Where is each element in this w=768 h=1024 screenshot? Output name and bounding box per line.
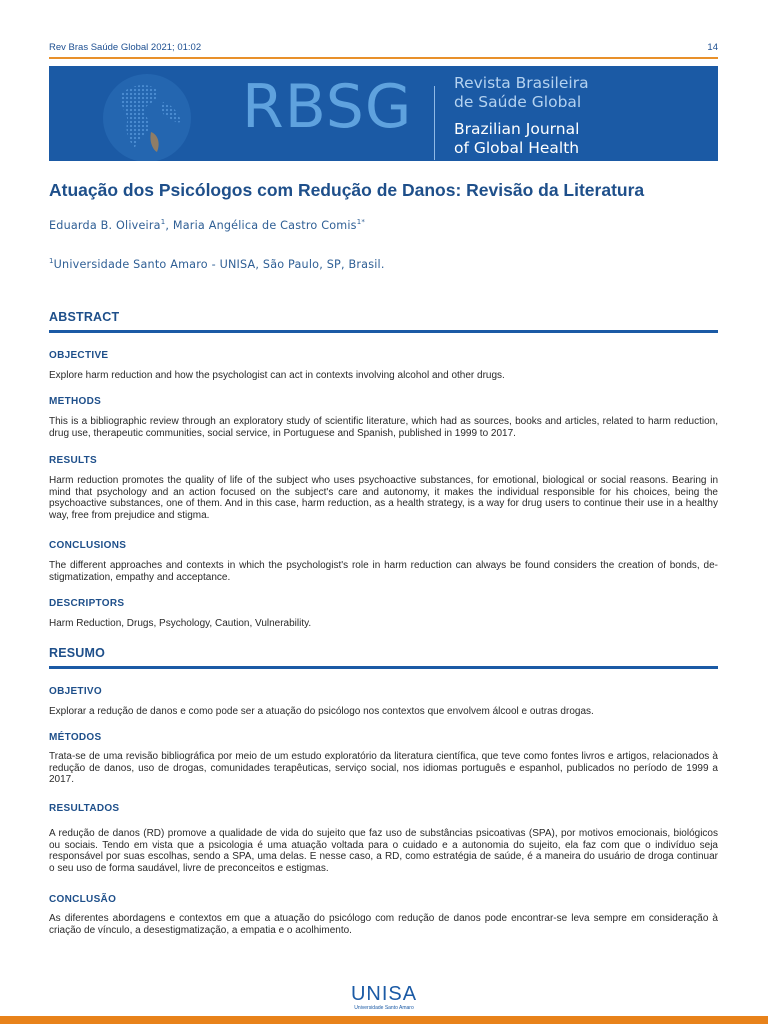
- author-affiliation-mark: 1: [160, 218, 166, 226]
- unisa-logo: [349, 983, 419, 1013]
- metodos-text: Trata-se de uma revisão bibliográfica por meio de um estudo exploratório da literatura científica, que teve como fontes livros e artigos, relacionados à redução de danos, uso de drogas, comunidades terapêuticas, serviço social, nos idiomas português e espanhol, publicados no período de 1999 a 2017.: [49, 751, 718, 786]
- metodos-label: MÉTODOS: [49, 732, 102, 743]
- affiliation-mark: 1: [49, 257, 54, 265]
- article-title: Atuação dos Psicólogos com Redução de Danos: Revisão da Literatura: [49, 180, 645, 200]
- objetivo-text: Explorar a redução de danos e como pode ser a atuação do psicólogo nos contextos que envolvem álcool e outras drogas.: [49, 706, 594, 717]
- abstract-rule: [49, 330, 718, 333]
- author-name: Eduarda B. Oliveira: [49, 219, 161, 232]
- conclusions-label: CONCLUSIONS: [49, 540, 127, 551]
- journal-name-pt-line1: Revista Brasileira: [454, 74, 589, 92]
- logo-subtitle: Universidade Santo Amaro: [354, 1005, 414, 1011]
- abstract-heading: ABSTRACT: [49, 310, 120, 324]
- conclusao-label: CONCLUSÃO: [49, 894, 117, 905]
- running-head: [49, 42, 718, 56]
- journal-name-portuguese: [454, 74, 589, 112]
- results-label: RESULTS: [49, 455, 98, 466]
- conclusions-text: The different approaches and contexts in which the psychologist's role in harm reduction can always be found considers the creation of bonds, de-stigmatization, empathy and acceptance.: [49, 560, 718, 583]
- logo-wordmark: UNISA: [350, 983, 418, 1005]
- resultados-text: A redução de danos (RD) promove a qualidade de vida do sujeito que faz uso de substâncias psicoativas (SPA), por motivos emocionais, biológicos ou sociais. Tendo em vista que a psicologia é uma atuação voltada para o cuidado e a autonomia do sujeito, ela faz com que o indivíduo seja responsável por suas escolhas, sendo a SPA, uma delas. E nesse caso, a RD, como estratégia de saúde, é a maneira do usuário de droga continuar o seu uso de forma saudável, livre de preconceitos e estigmas.: [49, 828, 718, 874]
- footer-bar: [0, 1016, 768, 1024]
- globe-icon: [101, 72, 193, 161]
- author-list: [49, 218, 365, 232]
- descriptors-label: DESCRIPTORS: [49, 598, 125, 609]
- author-name: Maria Angélica de Castro Comis: [172, 219, 357, 232]
- conclusao-text: As diferentes abordagens e contextos em que a atuação do psicólogo com redução de danos pode encontrar-se leva sempre em consideração à criação de vínculo, a desestigmatização, a empatia e o acolhimento.: [49, 913, 718, 936]
- methods-text: This is a bibliographic review through an exploratory study of scientific literature, which had as sources, books and articles, related to harm reduction, drug use, therapeutic communities, social service, in Portuguese and Spanish, published in 1999 to 2017.: [49, 416, 718, 439]
- journal-name-pt-line2: de Saúde Global: [454, 93, 582, 111]
- author-separator: ,: [165, 219, 173, 232]
- resultados-label: RESULTADOS: [49, 803, 120, 814]
- journal-name-en-line1: Brazilian Journal: [454, 120, 580, 138]
- journal-banner: [49, 66, 718, 161]
- journal-reference: Rev Bras Saúde Global 2021; 01:02: [49, 42, 202, 53]
- resumo-rule: [49, 666, 718, 669]
- journal-name-english: [454, 120, 579, 158]
- results-text: Harm reduction promotes the quality of life of the subject who uses psychoactive substances, for emotional, biological or social reasons. Bearing in mind that psychology and an action focused on the subject's care and autonomy, it makes the individual responsible for his choices, being the psychoactive substances, one of them. And in this case, harm reduction, as a health strategy, is a way for drug users to continue their use in a healthy way, free from prejudice and stigma.: [49, 475, 718, 521]
- journal-name-en-line2: of Global Health: [454, 139, 580, 157]
- methods-label: METHODS: [49, 396, 102, 407]
- journal-acronym: RBSG: [242, 72, 413, 142]
- banner-divider: [434, 86, 435, 160]
- page-number: 14: [707, 42, 718, 53]
- descriptors-text: Harm Reduction, Drugs, Psychology, Caution, Vulnerability.: [49, 618, 312, 629]
- affiliation-text: Universidade Santo Amaro - UNISA, São Paulo, SP, Brasil.: [53, 258, 385, 271]
- objetivo-label: OBJETIVO: [49, 686, 102, 697]
- author-affiliation-mark: 1*: [356, 218, 366, 226]
- objective-text: Explore harm reduction and how the psychologist can act in contexts involving alcohol and other drugs.: [49, 370, 505, 381]
- objective-label: OBJECTIVE: [49, 350, 109, 361]
- affiliation: [49, 257, 385, 271]
- header-rule: [49, 57, 718, 59]
- resumo-heading: RESUMO: [49, 646, 106, 660]
